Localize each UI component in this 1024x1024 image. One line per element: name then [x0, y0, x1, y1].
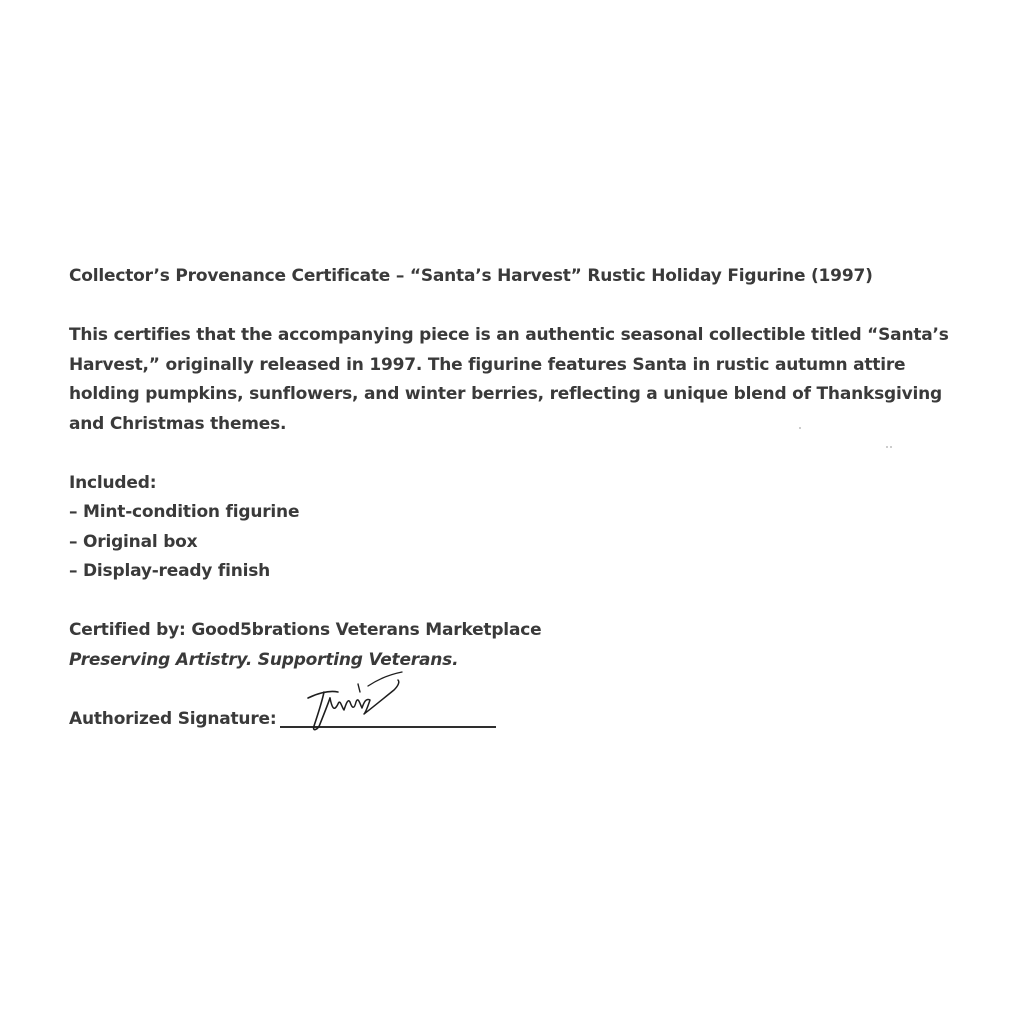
certification-section: [69, 616, 989, 675]
paper-speck: [886, 446, 888, 448]
signature-line: [280, 706, 496, 728]
certificate-document: [69, 262, 989, 734]
included-heading: Included:: [69, 472, 157, 493]
included-item: – Original box: [69, 531, 198, 552]
certificate-title: Collector’s Provenance Certificate – “Santa’s Harvest” Rustic Holiday Figurine (1997): [69, 266, 873, 286]
paper-speck: [890, 446, 892, 448]
included-section: [69, 469, 989, 587]
handwritten-signature: [294, 668, 404, 738]
paper-speck: [799, 427, 801, 429]
certified-by: Certified by: Good5brations Veterans Marketplace: [69, 620, 542, 640]
included-list: [69, 498, 989, 587]
included-item: – Mint-condition figurine: [69, 502, 300, 522]
tagline: Preserving Artistry. Supporting Veterans.: [69, 649, 459, 670]
certificate-body: This certifies that the accompanying piece is an authentic seasonal collectible titled “Santa’s Harvest,” originally released in 1997. The figurine features Santa in rustic autumn attire holding pumpkins, sunflowers, and winter berries, reflecting a unique blend of Thanksgiving and Christmas themes.: [69, 325, 949, 434]
included-item: – Display-ready finish: [69, 561, 271, 581]
signature-label: Authorized Signature:: [69, 708, 277, 729]
signature-row: [69, 705, 989, 735]
